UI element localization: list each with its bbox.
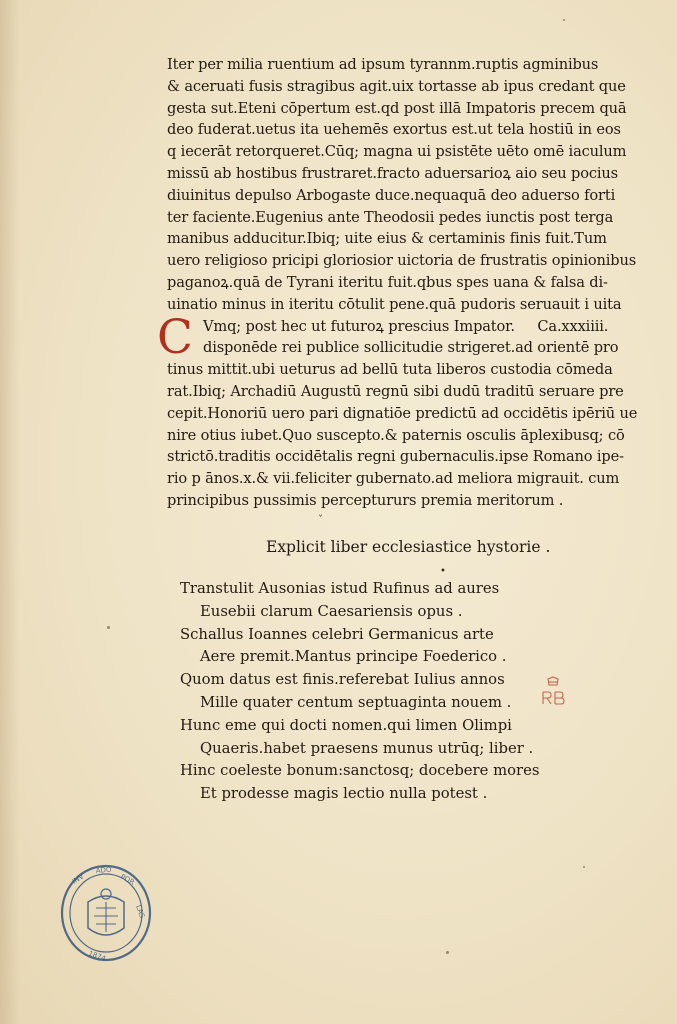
chapter-line-2: tinus mittit.ubi ueturus ad bellū tuta liberos custodia cōmeda [167, 361, 613, 379]
text-line-8: ter faciente.Eugenius ante Theodosii pedes iunctis post terga [167, 208, 614, 226]
colophon-line-9: Hinc coeleste bonum:sanctosq; docebere mores [180, 762, 540, 780]
colophon-verses [180, 578, 560, 806]
text-line-9: manibus adducitur.Ibiq; uite eius & certaminis finis fuit.Tum [167, 230, 607, 248]
svg-text:LAS: LAS [134, 903, 147, 920]
explicit-heading: Explicit liber ecclesiastice hystorie . [266, 538, 551, 556]
page-gutter-shadow [0, 0, 20, 1024]
chapter-number: Ca.xxxiiii. [537, 317, 609, 335]
colophon-line-10: Et prodesse magis lectio nulla potest . [200, 785, 488, 803]
paper-speck [446, 951, 449, 954]
rubricated-initial: C [157, 309, 193, 365]
chapter-line-1: disponēde rei publice sollicitudie strigeret.ad orientē pro [203, 339, 619, 357]
colophon-line-4: Aere premit.Mantus principe Foederico . [200, 648, 507, 666]
paper-speck [583, 866, 585, 868]
ornament-dot: ˇ [318, 515, 323, 526]
text-line-12: uinatio minus in iteritu cōtulit pene.quā pudoris seruauit i uita [167, 295, 622, 313]
colophon-line-8: Quaeris.habet praesens munus utrūq; liber . [200, 739, 534, 757]
colophon-line-2: Eusebii clarum Caesariensis opus . [200, 602, 463, 620]
text-line-11: paganoꝝ.quā de Tyrani iteritu fuit.qbus spes uana & falsa di- [167, 273, 608, 291]
chapter-first-line: Vmq; post hec ut futuroꝝ prescius Impator. [203, 317, 515, 335]
text-line-3: gesta sut.Eteni cōpertum est.qd post illā Impatoris precem quā [167, 99, 627, 117]
paper-speck [563, 19, 565, 21]
chapter-line-5: nire otius iubet.Quo suscepto.& paternis osculis āplexibusq; cō [167, 426, 625, 444]
colophon-line-7: Hunc eme qui docti nomen.qui limen Olimpi [180, 716, 512, 734]
chapter-line-6: strictō.traditis occidētalis regni gubernaculis.ipse Romano ipe- [167, 448, 624, 466]
svg-text:ADO: ADO [95, 865, 112, 875]
colophon-line-3: Schallus Ioannes celebri Germanicus arte [180, 625, 494, 643]
text-line-10: uero religioso pricipi gloriosior uictoria de frustratis opinionibus [167, 252, 637, 270]
paper-speck [107, 626, 110, 629]
text-line-5: q iecerāt retorqueret.Cūq; magna ui psistēte uēto omē iaculum [167, 143, 627, 161]
text-line-1: Iter per milia ruentium ad ipsum tyrannm.ruptis agminibus [167, 56, 599, 73]
colophon-line-1: Transtulit Ausonias istud Rufinus ad aures [180, 580, 500, 597]
svg-text:POR: POR [119, 872, 136, 887]
chapter-line-3: rat.Ibiq; Archadiū Augustū regnū sibi dudū traditū seruare pre [167, 382, 624, 400]
ornament-dot: • [440, 566, 446, 577]
svg-text:1874: 1874 [87, 949, 107, 963]
red-monogram-stamp [538, 676, 568, 710]
text-line-6: missū ab hostibus frustraret.fracto aduersarioꝝ aio seu pocius [167, 164, 619, 182]
text-line-4: deo fuderat.uetus ita uehemēs exortus est.ut tela hostiū in eos [167, 121, 621, 139]
text-line-7: diuinitus depulso Arbogaste duce.nequaquā deo aduerso forti [167, 186, 616, 204]
svg-text:INV: INV [70, 872, 86, 886]
chapter-line-8: principibus pussimis perceptururs premia meritorum . [167, 491, 564, 509]
library-stamp [58, 862, 154, 964]
text-line-2: & aceruati fusis stragibus agit.uix tortasse ab ipus credant que [167, 77, 626, 95]
chapter-line-7: rio p ānos.x.& vii.feliciter gubernato.ad meliora migrauit. cum [167, 470, 620, 488]
main-text-block [157, 54, 638, 512]
colophon-line-6: Mille quater centum septuaginta nouem . [200, 693, 512, 711]
colophon-line-5: Quom datus est finis.referebat Iulius annos [180, 671, 505, 689]
chapter-line-4: cepit.Honoriū uero pari dignatiōe predictū ad occidētis ipēriū ue [167, 404, 638, 422]
